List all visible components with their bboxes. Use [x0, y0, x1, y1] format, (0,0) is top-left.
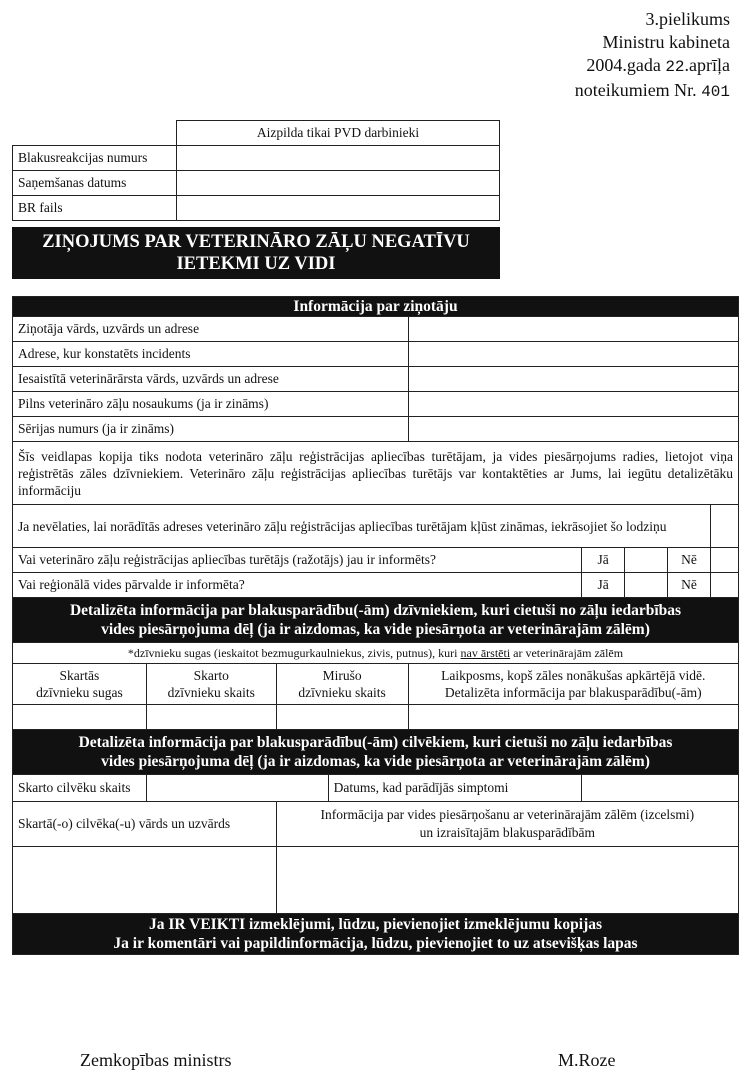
animals-col-dead — [276, 664, 408, 705]
animals-note — [13, 643, 739, 664]
admin-box-header: Aizpilda tikai PVD darbinieki — [177, 121, 500, 146]
animals-col-dead-line-1: Mirušo — [322, 668, 362, 683]
holder-no-label: Nē — [668, 548, 711, 573]
reporter-label-vet: Iesaistītā veterinārārsta vārds, uzvārds un adrese — [13, 367, 409, 392]
animals-note-suffix: ar veterinārajām zālēm — [513, 645, 624, 660]
animals-field-dead[interactable] — [276, 705, 408, 730]
animals-field-details[interactable] — [408, 705, 738, 730]
annex-year: 2004.gada — [586, 55, 661, 75]
humans-label-count: Skarto cilvēku skaits — [13, 775, 147, 802]
humans-header-line-1: Detalizēta informācija par blakusparādību(-ām) cilvēkiem, kuri cietuši no zāļu iedarbības — [78, 734, 673, 751]
closing-line-2: Ja ir komentāri vai papildinformācija, lūdzu, pievienojiet to uz atsevišķas lapas — [113, 935, 638, 952]
annex-line-4 — [575, 79, 730, 104]
animals-header-line-2: vides piesārņojuma dēļ (ja ir aizdomas, ka vide piesārņota ar veterinārajām zālēm) — [101, 621, 650, 638]
reporter-label-name: Ziņotāja vārds, uzvārds un adrese — [13, 317, 409, 342]
reporter-field-name[interactable] — [408, 317, 738, 342]
humans-label-info — [276, 802, 738, 847]
footer-role: Zemkopības ministrs — [80, 1050, 232, 1070]
annex-day: 22 — [665, 58, 685, 76]
animals-col-details — [408, 664, 738, 705]
holder-yes-label: Jā — [582, 548, 625, 573]
annex-line-1: 3.pielikums — [645, 9, 730, 29]
admin-label-received-date: Saņemšanas datums — [13, 171, 177, 196]
animals-header-line-1: Detalizēta informācija par blakusparādību(-ām) dzīvniekiem, kuri cietuši no zāļu iedarbības — [69, 602, 682, 619]
humans-field-count[interactable] — [146, 775, 328, 802]
animals-col-species — [13, 664, 147, 705]
animals-section-header — [13, 598, 739, 643]
animals-col-dead-line-2: dzīvnieku skaits — [298, 685, 386, 700]
reporter-notice: Šīs veidlapas kopija tiks nodota veterināro zāļu reģistrācijas apliecības turētājam, ja vides piesārņojums radies, lietojot viņa reģistrētās zāles dzīvniekiem. Veterināro zāļu reģistrācijas apliecības turētājs var kontaktēties ar Jums, lai iegūtu detalizētāku informāciju — [13, 442, 739, 505]
admin-field-br-file[interactable] — [177, 196, 500, 221]
opt-out-label: Ja nevēlaties, lai norādītās adreses veterināro zāļu reģistrācijas apliecības turētājam kļūst zināmas, iekrāsojiet šo lodziņu — [13, 505, 711, 548]
animals-col-species-line-2: dzīvnieku sugas — [36, 685, 123, 700]
footer-signer-name: M.Roze — [558, 1050, 616, 1070]
humans-label-info-line-1: Informācija par vides piesārņošanu ar veterinārajām zālēm (izcelsmi) — [320, 807, 695, 822]
reporter-label-batch: Sērijas numurs (ja ir zināms) — [13, 417, 409, 442]
reporter-label-incident-address: Adrese, kur konstatēts incidents — [13, 342, 409, 367]
admin-field-br-number[interactable] — [177, 146, 500, 171]
humans-field-name[interactable] — [13, 847, 277, 914]
holder-no-box[interactable] — [710, 548, 738, 573]
agency-yes-label: Jā — [582, 573, 625, 598]
closing-banner — [13, 914, 739, 955]
annex-line-2: Ministru kabineta — [602, 32, 730, 52]
animals-field-affected[interactable] — [146, 705, 276, 730]
reporter-field-product-name[interactable] — [408, 392, 738, 417]
admin-field-received-date[interactable] — [177, 171, 500, 196]
form-title-line-2: IETEKMI UZ VIDI — [176, 254, 336, 274]
humans-header-line-2: vides piesārņojuma dēļ (ja ir aizdomas, ka vide piesārņota ar veterinārajām zālēm) — [101, 753, 650, 770]
animals-col-affected-line-2: dzīvnieku skaits — [167, 685, 255, 700]
opt-out-checkbox[interactable] — [710, 505, 738, 548]
humans-section-header — [13, 730, 739, 775]
animals-col-species-line-1: Skartās — [59, 668, 100, 683]
annex-line-3 — [575, 54, 730, 79]
form-title-line-1: ZIŅOJUMS PAR VETERINĀRO ZĀĻU NEGATĪVU — [42, 232, 470, 252]
agency-no-label: Nē — [668, 573, 711, 598]
humans-field-date[interactable] — [582, 775, 739, 802]
animals-col-details-line-1: Laikposms, kopš zāles nonākušas apkārtējā vidē. — [441, 668, 706, 683]
reporter-field-vet[interactable] — [408, 367, 738, 392]
reporter-label-product-name: Pilns veterināro zāļu nosaukums (ja ir zināms) — [13, 392, 409, 417]
admin-label-br-file: BR fails — [13, 196, 177, 221]
animals-note-underlined: nav ārstēti — [460, 645, 511, 660]
question-holder-informed: Vai veterināro zāļu reģistrācijas apliecības turētājs (ražotājs) jau ir informēts? — [13, 548, 582, 573]
animals-col-affected-line-1: Skarto — [193, 668, 229, 683]
holder-yes-box[interactable] — [625, 548, 668, 573]
admin-box — [12, 120, 500, 221]
agency-no-box[interactable] — [710, 573, 738, 598]
annex-month: .aprīļa — [684, 55, 730, 75]
humans-field-info[interactable] — [276, 847, 738, 914]
question-agency-informed: Vai reģionālā vides pārvalde ir informēta? — [13, 573, 582, 598]
humans-label-name: Skartā(-o) cilvēka(-u) vārds un uzvārds — [13, 802, 277, 847]
admin-label-br-number: Blakusreakcijas numurs — [13, 146, 177, 171]
annex-header — [575, 8, 730, 104]
animals-col-affected — [146, 664, 276, 705]
reporter-field-incident-address[interactable] — [408, 342, 738, 367]
reporter-field-batch[interactable] — [408, 417, 738, 442]
closing-line-1: Ja IR VEIKTI izmeklējumi, lūdzu, pievienojiet izmeklējumu kopijas — [148, 916, 603, 933]
humans-label-info-line-2: un izraisītajām blakusparādībām — [419, 825, 596, 840]
animals-field-species[interactable] — [13, 705, 147, 730]
form-title — [12, 227, 500, 279]
humans-label-date: Datums, kad parādījās simptomi — [328, 775, 582, 802]
animals-note-prefix: *dzīvnieku sugas (ieskaitot bezmugurkaulniekus, zivis, putnus), kuri — [127, 645, 458, 660]
annex-rule-label: noteikumiem Nr. — [574, 80, 697, 100]
animals-col-details-line-2: Detalizēta informācija par blakusparādību(-ām) — [444, 685, 702, 700]
annex-rule-number: 401 — [701, 83, 730, 101]
main-form — [12, 296, 739, 955]
reporter-section-header: Informācija par ziņotāju — [13, 297, 739, 317]
agency-yes-box[interactable] — [625, 573, 668, 598]
